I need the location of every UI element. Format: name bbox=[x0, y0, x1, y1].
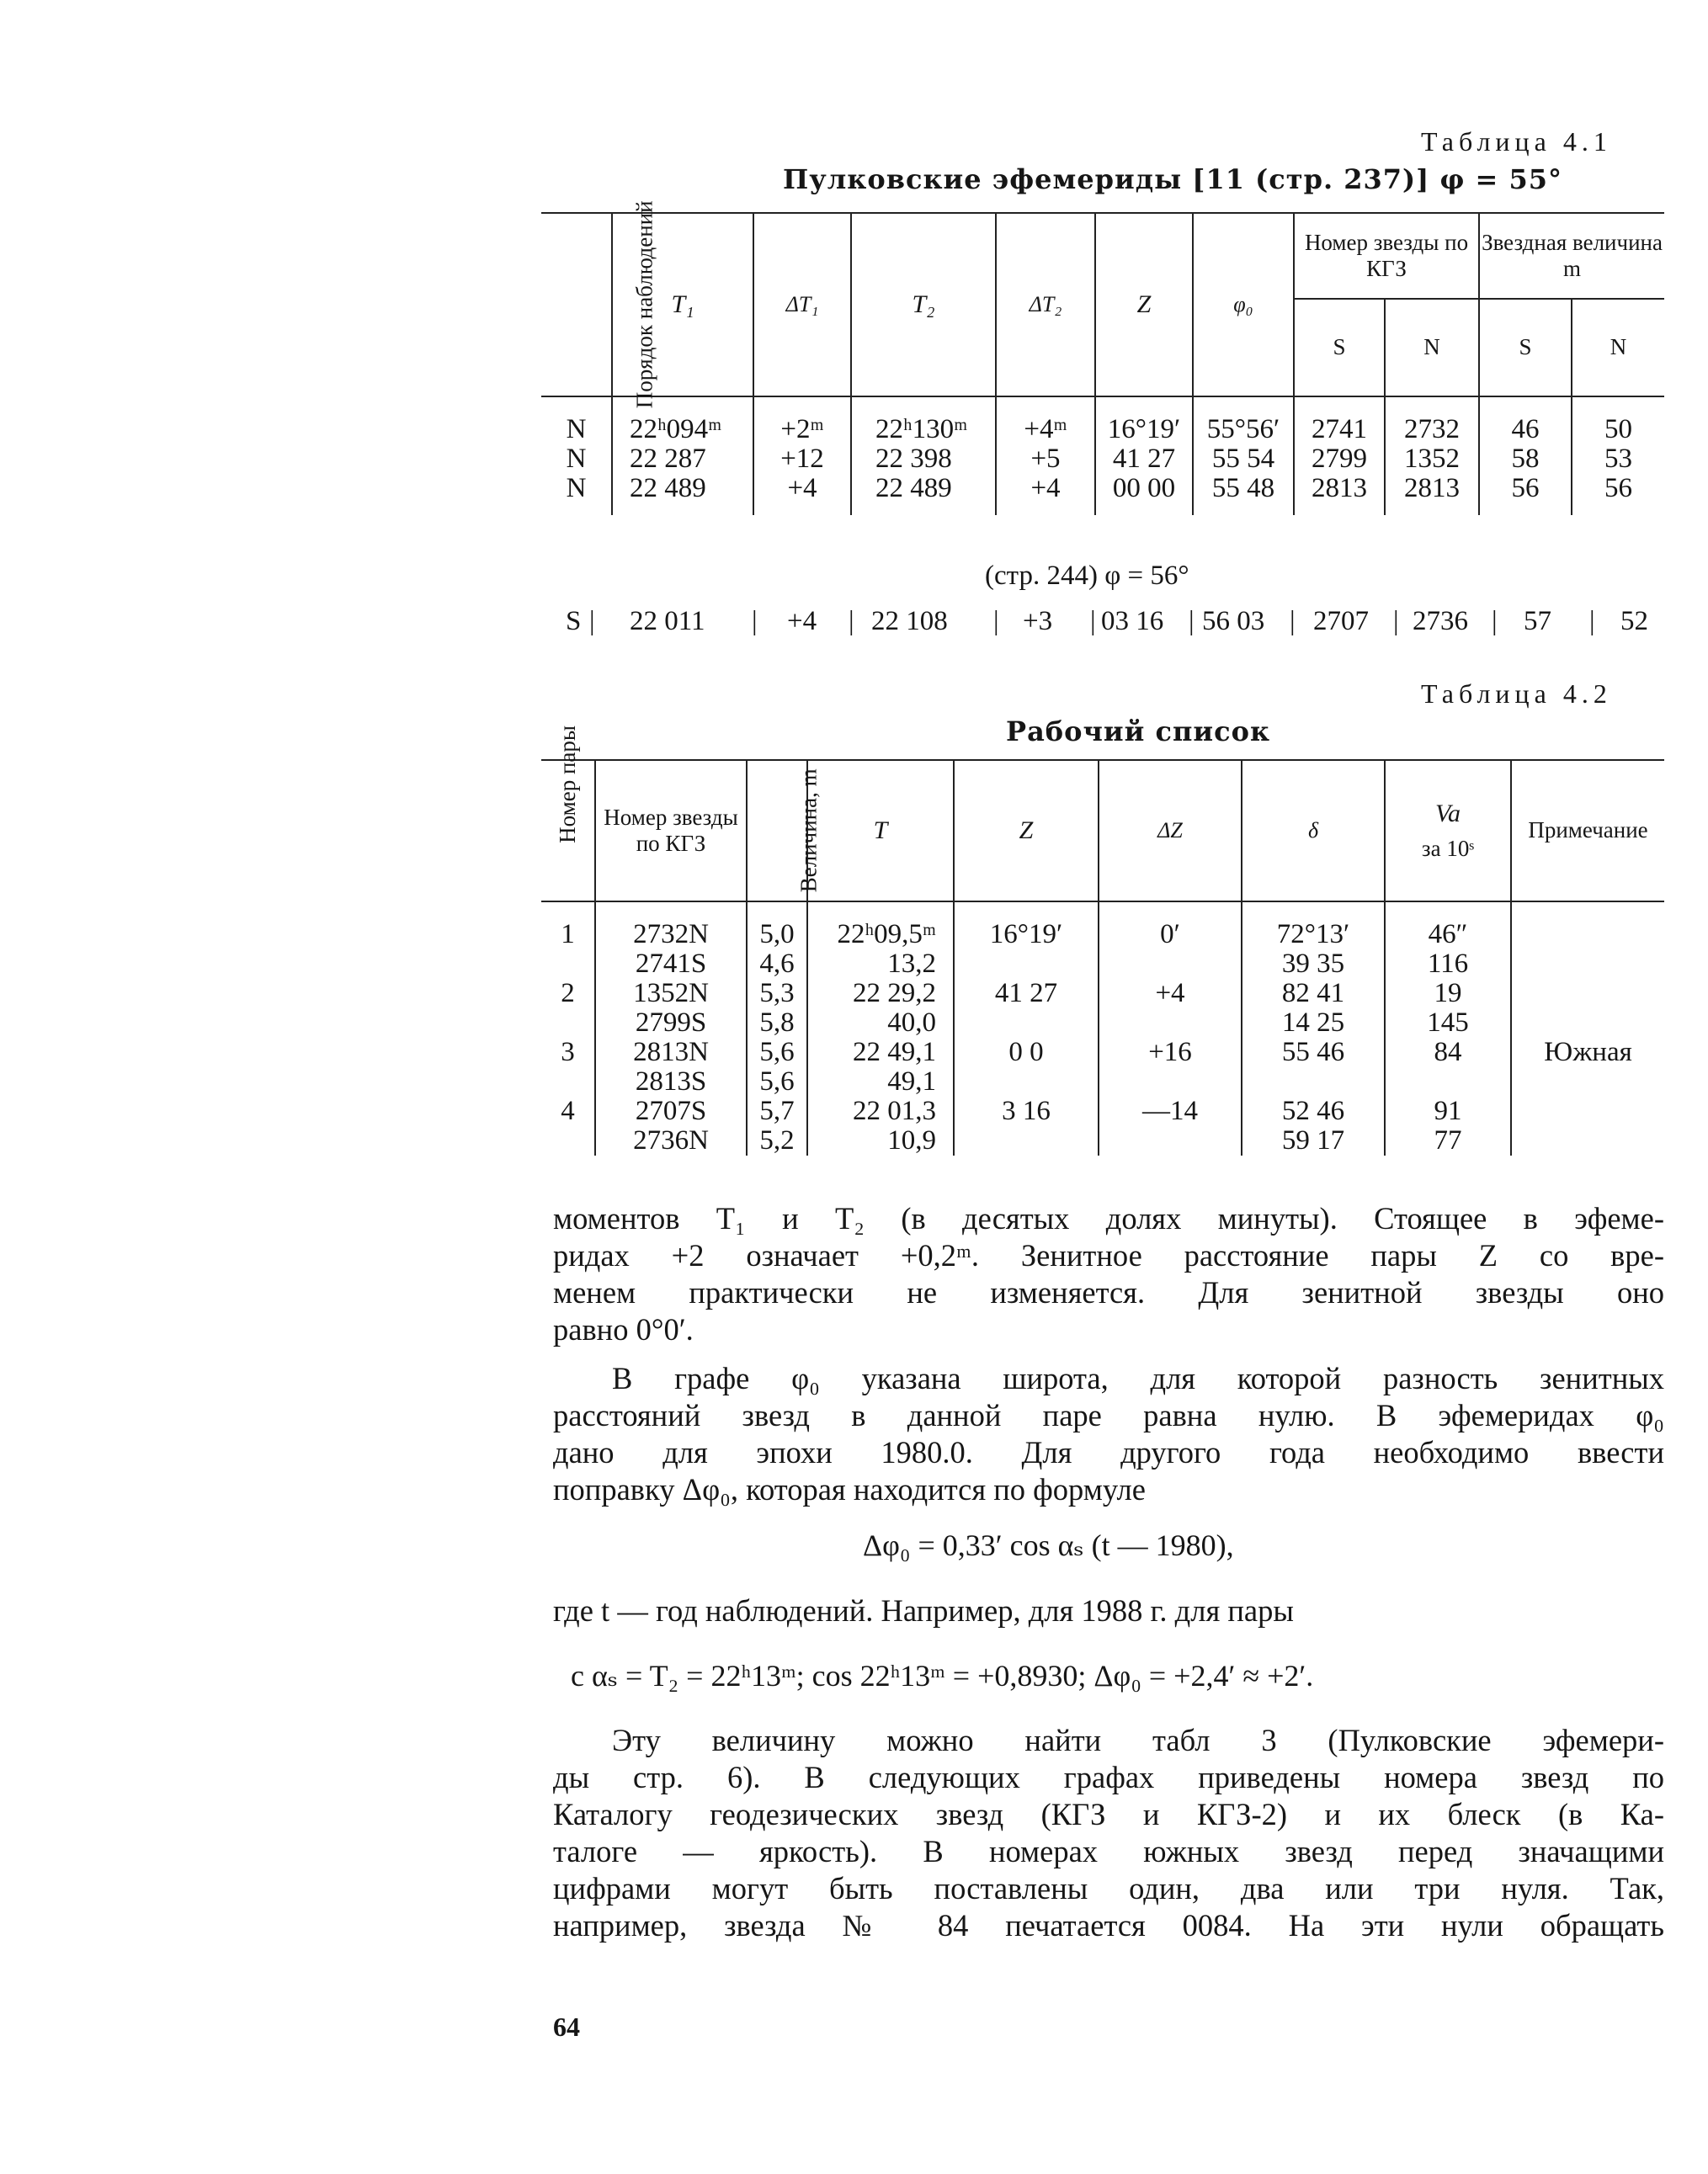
col-dt2-header: ΔT₂ bbox=[996, 213, 1095, 396]
col-star-number-header: Номер звезды по КГЗ bbox=[1294, 213, 1479, 299]
table-row: 2736N 5,2 10,9 59 17 77 bbox=[541, 1126, 1664, 1156]
table-title: Пулковские эфемериды [11 (стр. 237)] φ = 55° bbox=[783, 163, 1563, 195]
paragraph-end: равно 0°0′. bbox=[553, 1312, 694, 1347]
paragraph-end: поправку Δφ₀, которая находится по формуле bbox=[553, 1472, 1146, 1507]
col-t-header: T bbox=[807, 760, 954, 901]
table-row: 2741S 4,6 13,2 39 35 116 bbox=[541, 949, 1664, 979]
paragraph: моментов T₁ и T₂ (в десятых долях минуты). Стоящее в эфеме- ридах +2 означает +0,2ᵐ. Зенитное расстояние пары Z со вре- менем практически не изменяется. Для зенитной звезды оно bbox=[553, 1201, 1664, 1310]
table-row: 2799S 5,8 40,0 14 25 145 bbox=[541, 1008, 1664, 1038]
col-star-header: Номер звезды по КГЗ bbox=[595, 760, 747, 901]
formula: с αₛ = T₂ = 22ʰ13ᵐ; cos 22ʰ13ᵐ = +0,8930; Δφ₀ = +2,4′ ≈ +2′. bbox=[571, 1659, 1314, 1693]
col-pair-header: Номер пары bbox=[541, 760, 595, 901]
table-row: 2813S 5,6 49,1 bbox=[541, 1067, 1664, 1097]
col-dz-header: ΔZ bbox=[1099, 760, 1242, 901]
table-label: Таблица 4.2 bbox=[1421, 678, 1612, 709]
col-z-header: Z bbox=[1095, 213, 1193, 396]
col-note-header: Примечание bbox=[1511, 760, 1664, 901]
col-magnitude-header: Звездная величина m bbox=[1479, 213, 1664, 299]
col-mag-header: Величина, m bbox=[747, 760, 807, 901]
col-z-header: Z bbox=[954, 760, 1099, 901]
page-number: 64 bbox=[553, 2012, 580, 2042]
col-star-n-header: N bbox=[1385, 299, 1479, 396]
table-row: 2 1352N 5,3 22 29,2 41 27 +4 82 41 19 bbox=[541, 979, 1664, 1008]
table-row: 3 2813N 5,6 22 49,1 0 0 +16 55 46 84 Южная bbox=[541, 1038, 1664, 1067]
col-dt1-header: ΔT₁ bbox=[753, 213, 851, 396]
table-subtitle: (стр. 244) φ = 56° bbox=[985, 561, 1189, 591]
table-row: 1 2732N 5,0 22ʰ09,5ᵐ 16°19′ 0′ 72°13′ 46″ bbox=[541, 920, 1664, 949]
table-label: Таблица 4.1 bbox=[1421, 126, 1612, 157]
col-star-s-header: S bbox=[1294, 299, 1385, 396]
col-t2-header: T₂ bbox=[851, 213, 996, 396]
col-order-header: Порядок наблюдений bbox=[541, 213, 612, 396]
col-phi0-header: φ₀ bbox=[1193, 213, 1294, 396]
col-mag-n-header: N bbox=[1572, 299, 1664, 396]
paragraph: где t — год наблюдений. Например, для 1988 г. для пары bbox=[553, 1593, 1294, 1628]
table-row: 4 2707S 5,7 22 01,3 3 16 —14 52 46 91 bbox=[541, 1097, 1664, 1126]
formula: Δφ₀ = 0,33′ cos αₛ (t — 1980), bbox=[863, 1528, 1234, 1562]
paragraph: Эту величину можно найти табл 3 (Пулковские эфемери- ды стр. 6). В следующих графах приведены номера звезд по Каталогу геодезических звезд (КГЗ и КГЗ-2) и их блеск (в Ка- талоге — яркость). В номерах южных звезд перед значащими цифрами могут быть поставлены один, два или три нуля. Так, например, звезда № 84 печатается 0084. На эти нули обращать bbox=[553, 1723, 1664, 1943]
table-row: N 22 287 +12 22 398 +5 41 27 55 54 2799 1352 58 53 bbox=[541, 444, 1664, 474]
paragraph: В графе φ₀ указана широта, для которой разность зенитных расстояний звезд в данной паре равна нулю. В эфемеридах φ₀ дано для эпохи 1980.0. Для другого года необходимо ввести bbox=[553, 1361, 1664, 1470]
note-cell: Южная bbox=[1511, 1038, 1664, 1067]
col-delta-header: δ bbox=[1242, 760, 1385, 901]
ephemeris-table bbox=[541, 200, 1664, 515]
col-va-header: Va за 10ˢ bbox=[1385, 760, 1511, 901]
table-row: N 22 489 +4 22 489 +4 00 00 55 48 2813 2813 56 56 bbox=[541, 474, 1664, 503]
col-mag-s-header: S bbox=[1479, 299, 1572, 396]
table-title: Рабочий список bbox=[1006, 715, 1271, 747]
table-row: N 22ʰ094ᵐ +2ᵐ 22ʰ130ᵐ +4ᵐ 16°19′ 55°56′ 2741 2732 46 50 bbox=[541, 415, 1664, 444]
col-t1-header: T₁ bbox=[612, 213, 753, 396]
